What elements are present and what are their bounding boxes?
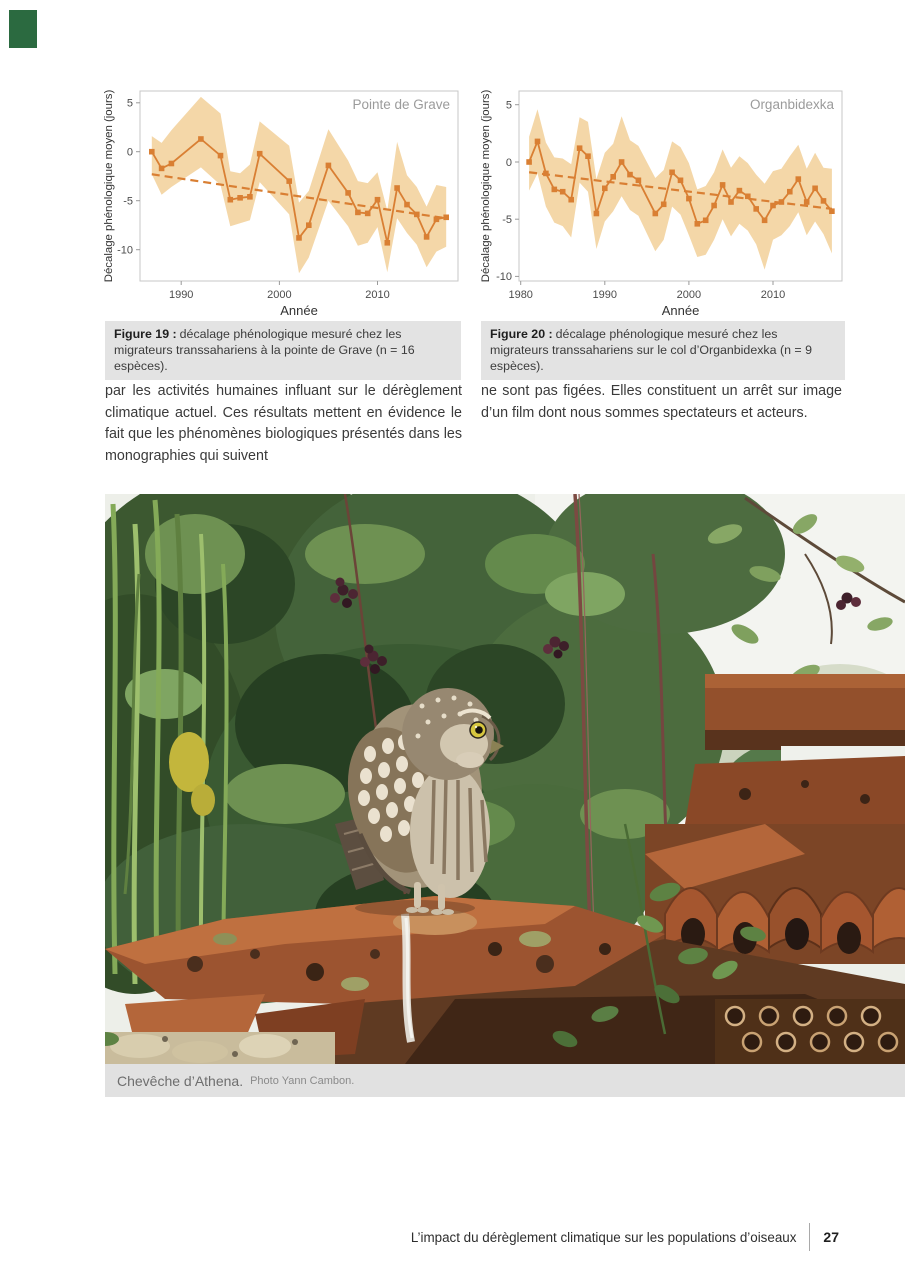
photo-figure [105, 494, 905, 1097]
body-text-left-column: par les activités humaines influant sur le dérèglement climatique actuel. Ces résultats mettent en évidence le fait que les phénomènes biologiques présentés dans les monographies qui suivent [105, 383, 462, 464]
svg-text:2010: 2010 [760, 289, 786, 301]
svg-text:5: 5 [505, 99, 512, 112]
page-footer [411, 1221, 839, 1253]
y-axis-label: Décalage phénologique moyen (jours) [480, 89, 492, 283]
figure-19-caption [105, 321, 461, 380]
figure-19-label: Figure 19 : [114, 327, 177, 341]
body-text-right-column: ne sont pas figées. Elles constituent un arrêt sur image d’un film dont nous sommes spectateurs et acteurs. [481, 383, 842, 421]
y-axis [117, 98, 140, 257]
chart-title: Organbidexka [749, 97, 834, 112]
figure-20-label: Figure 20 : [490, 327, 553, 341]
svg-text:-10: -10 [117, 244, 133, 257]
figure-20-text: décalage phénologique mesuré chez les migrateurs transsahariens sur le col d’Organbidexka (n = 9 espèces). [490, 327, 812, 373]
svg-text:-10: -10 [496, 271, 512, 284]
x-axis-label: Année [280, 303, 318, 318]
x-axis [169, 281, 390, 301]
y-axis [496, 100, 519, 284]
confidence-band [529, 109, 832, 269]
photo-caption-text: Chevêche d’Athena. [117, 1072, 244, 1089]
page-number: 27 [823, 1229, 839, 1245]
running-title: L’impact du dérèglement climatique sur les populations d’oiseaux [410, 1229, 797, 1245]
figure-20-caption [481, 321, 845, 380]
confidence-band [152, 97, 446, 273]
figure-19-plot [100, 83, 462, 321]
photo-upper-tile-slab [685, 674, 905, 824]
corner-mark [9, 10, 37, 48]
chart-title: Pointe de Grave [352, 97, 450, 112]
svg-text:1980: 1980 [508, 289, 533, 301]
svg-text:1990: 1990 [592, 289, 618, 301]
photo-stones [105, 1032, 335, 1064]
svg-text:-5: -5 [123, 195, 133, 208]
svg-text:0: 0 [505, 156, 512, 169]
x-axis [508, 281, 785, 301]
figure-20-plot [477, 83, 845, 321]
svg-text:-5: -5 [502, 214, 512, 226]
svg-text:0: 0 [126, 146, 133, 159]
svg-text:1990: 1990 [168, 289, 194, 301]
photo-credit-text: Photo Yann Cambon. [250, 1074, 355, 1087]
x-axis-label: Année [661, 303, 700, 318]
svg-text:2000: 2000 [267, 289, 292, 301]
footer-divider [809, 1223, 810, 1251]
svg-text:2010: 2010 [365, 289, 390, 301]
photo-little-owl-on-roof [105, 494, 905, 1064]
figure-19-text: décalage phénologique mesuré chez les migrateurs transsahariens à la pointe de Grave (n = 16 espèces). [114, 327, 415, 373]
photo-honeycomb-tiles [715, 999, 905, 1064]
svg-text:2000: 2000 [676, 289, 702, 301]
photo-caption-bar [105, 1064, 905, 1097]
y-axis-label: Décalage phénologique moyen (jours) [103, 89, 115, 283]
svg-text:5: 5 [126, 97, 133, 110]
